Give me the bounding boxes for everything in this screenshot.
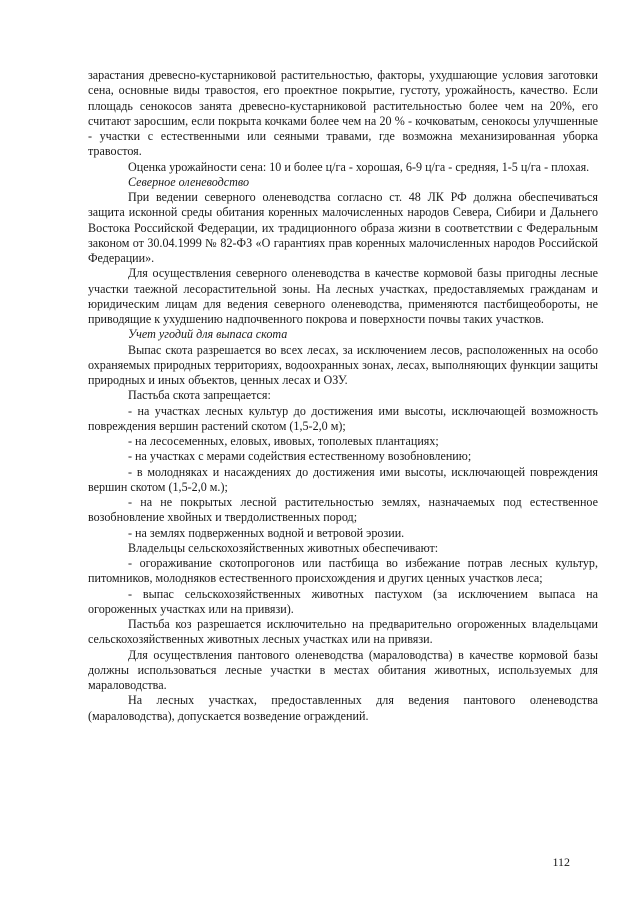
paragraph: Для осуществления северного оленеводства в качестве кормовой базы пригодны лесные участки таежной лесорастительной зоны. На лесных участках, предоставляемых гражданам и юридическим лицам для ведения северного оленеводства, применяются пастбищеобороты, не приводящие к ухудшению надпочвенного покрова и поверхности почвы таких участков.: [88, 266, 598, 326]
list-item: - выпас сельскохозяйственных животных пастухом (за исключением выпаса на огороженных участках или на привязи).: [88, 586, 598, 616]
paragraph: Для осуществления пантового оленеводства (мараловодства) в качестве кормовой базы должны использоваться лесные участки в местах обитания животных, используемых для мараловодства.: [88, 647, 598, 692]
page-number: 112: [552, 855, 570, 869]
list-item: - на лесосеменных, еловых, ивовых, тополевых плантациях;: [128, 434, 439, 448]
document-body: [88, 68, 598, 724]
paragraph: зарастания древесно-кустарниковой растительностью, факторы, ухудшающие условия заготовки сена, основные виды травостоя, его проектное покрытие, густоту, урожайность, качество. Если площадь сенокосов занята древесно-кустарниковой растительностью более чем на 20%, его считают заросшим, если покрыта кочками более чем на 20 % - кочковатым, сенокосы улучшенные - участки с естественными или сеяными травами, где возможна механизированная уборка травостоя.: [88, 68, 598, 159]
paragraph: Пастьба скота запрещается:: [128, 388, 271, 403]
list-item: - огораживание скотопрогонов или пастбища во избежание потрав лесных культур, питомников, молодняков естественного происхождения и других ценных участков леса;: [88, 556, 598, 586]
paragraph: Выпас скота разрешается во всех лесах, за исключением лесов, расположенных на особо охраняемых природных территориях, водоохранных зонах, лесах, выполняющих функции защиты природных и иных объектов, ценных лесах и ОЗУ.: [88, 342, 598, 387]
section-heading: Учет угодий для выпаса скота: [128, 327, 288, 342]
list-item: - на не покрытых лесной растительностью землях, назначаемых под естественное возобновление хвойных и твердолиственных пород;: [88, 495, 598, 525]
paragraph: Пастьба коз разрешается исключительно на предварительно огороженных владельцами сельскохозяйственных животных лесных участках или на привязи.: [88, 617, 598, 647]
list-item: - на участках с мерами содействия естественному возобновлению;: [128, 449, 472, 464]
list-item: - на землях подверженных водной и ветровой эрозии.: [128, 525, 405, 540]
paragraph: При ведении северного оленеводства согласно ст. 48 ЛК РФ должна обеспечиваться защита исконной среды обитания коренных малочисленных народов Севера, Сибири и Дальнего Востока Российской Федерации, их традиционного образа жизни в соответствии с Федеральным законом от 30.04.1999 № 82-ФЗ «О гарантиях прав коренных малочисленных народов Российской Федерации».: [88, 190, 598, 265]
paragraph: Оценка урожайности сена: 10 и более ц/га - хорошая, 6-9 ц/га - средняя, 1-5 ц/га - плохая.: [128, 159, 590, 174]
paragraph: Владельцы сельскохозяйственных животных обеспечивают:: [128, 540, 439, 555]
section-heading: Северное оленеводство: [128, 174, 250, 189]
list-item: - в молодняках и насаждениях до достижения ими высоты, исключающей повреждения вершин скотом (1,5-2,0 м.);: [88, 464, 598, 494]
paragraph: На лесных участках, предоставленных для ведения пантового оленеводства (мараловодства), допускается возведение ограждений.: [88, 693, 598, 723]
list-item: - на участках лесных культур до достижения ими высоты, исключающей возможность повреждения вершин растений скотом (1,5-2,0 м);: [88, 403, 598, 433]
